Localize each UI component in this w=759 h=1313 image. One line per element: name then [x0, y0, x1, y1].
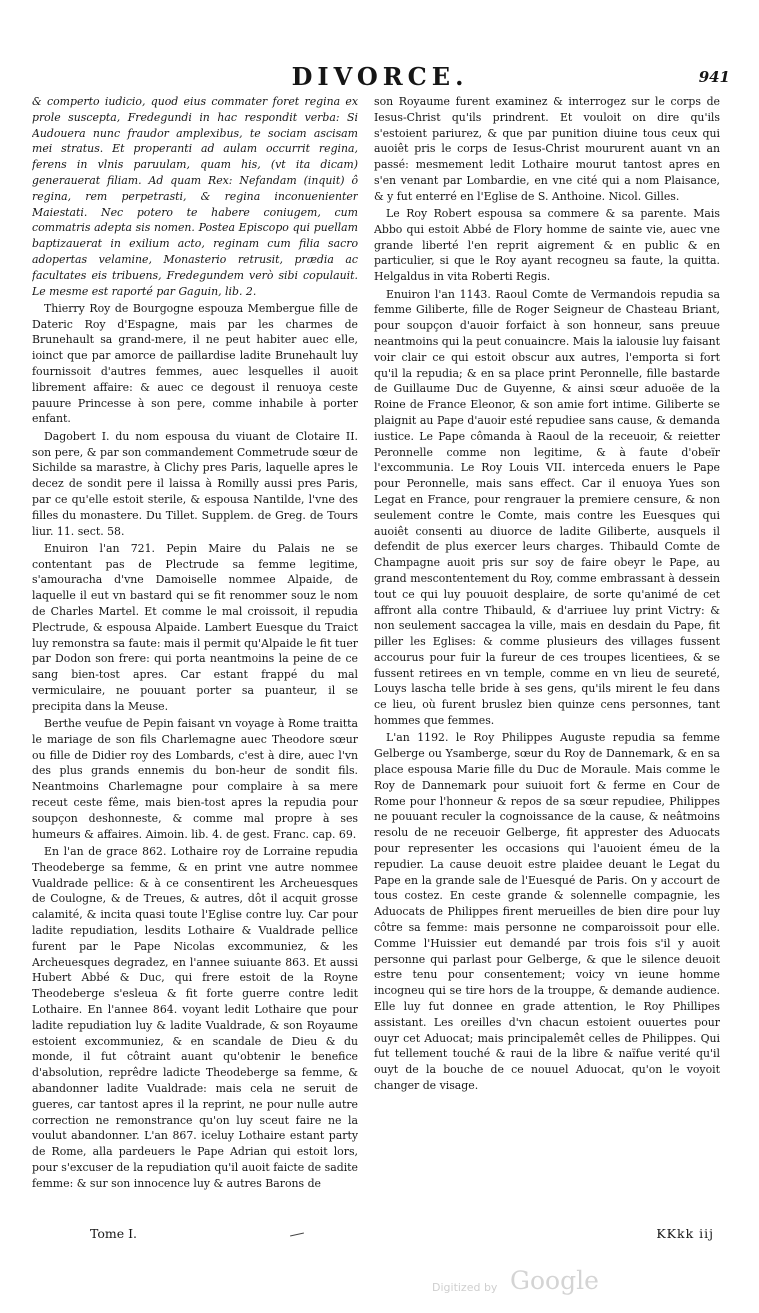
digitized-by-text: Digitized by [432, 1281, 498, 1294]
page-header [30, 62, 730, 96]
page-footer [32, 1226, 718, 1246]
paragraph: Enuiron l'an 721. Pepin Maire du Palais ne se contentant pas de Plectrude sa femme legitime, s'amouracha d'vne Damoiselle nommee Alpaide, de laquelle il eut vn bastard qui se fit renommer souz le nom de Charles Martel. Et comme le mal croissoit, il repudia Plectrude, & espousa Alpaide. Lambert Euesque du Traict luy remonstra sa faute: mais il permit qu'Alpaide le fit tuer par Dodon son frere: qui porta neantmoins la peine de ce sang bien-tost apres. Car estant frappé du mal vermiculaire, ne pouuant porter sa puanteur, il se precipita dans la Meuse. [32, 541, 358, 713]
left-column [32, 94, 358, 1224]
paragraph: Berthe veufue de Pepin faisant vn voyage à Rome traitta le mariage de son fils Charlemagne auec Theodore sœur ou fille de Didier roy des Lombards, c'est à dire, auec l'vn des plus grands ennemis du bon-heur de sondit fils. Neantmoins Charlemagne pour complaire à sa mere receut ceste fême, mais bien-tost apres la repudia pour soupçon deshonneste, & comme mal propre à ses humeurs & affaires. Aimoin. lib. 4. de gest. Franc. cap. 69. [32, 717, 358, 841]
paragraph: Dagobert I. du nom espousa du viuant de Clotaire II. son pere, & par son commandement Commetrude sœur de Sichilde sa marastre, à Clichy pres Paris, laquelle apres le decez de sondit pere il laissa à Romilly aussi pres Paris, par ce qu'elle estoit sterile, & espousa Nantilde, l'vne des filles du monastere. Du Tillet. Supplem. de Greg. de Tours liur. 11. sect. 58. [32, 429, 358, 538]
paragraph: Thierry Roy de Bourgogne espouza Membergue fille de Dateric Roy d'Espagne, mais par les charmes de Brunehault sa grand-mere, il ne peut habiter auec elle, ioinct que par amorce de paillardise ladite Brunehault luy fournissoit d'autres femmes, auec lesquelles il auoit librement affaire: & auec ce degoust il renuoya ceste pauure Princesse à son pere, comme inhabile à porter enfant. [32, 301, 358, 426]
paragraph: Le Roy Robert espousa sa commere & sa parente. Mais Abbo qui estoit Abbé de Flory homme de sainte vie, auec vne grande liberté l'en reprit aigrement & en public & en particulier, si que le Roy ayant recogneu sa faute, la quitta. Helgaldus in vita Roberti Regis. [374, 207, 720, 284]
paragraph: son Royaume furent examinez & interrogez sur le corps de Iesus-Christ qu'ils prindrent. Et vouloit on dire qu'ils s'estoient pariurez, & que par punition diuine tous ceux qui auoiêt pris le corps de Iesus-Christ moururent auant vn an passé: mesmement ledit Lothaire mourut tantost apres en s'en venant par Lombardie, en vne cité qui a nom Plaisance, & y fut enterré en l'Eglise de S. Anthoine. Nicol. Gilles. [374, 95, 720, 203]
footer-rule [290, 1233, 304, 1237]
running-title: DIVORCE. [291, 62, 469, 91]
paragraph: L'an 1192. le Roy Philippes Auguste repudia sa femme Gelberge ou Ysamberge, sœur du Roy de Dannemark, & en sa place espousa Marie fille du Duc de Moraule. Mais comme le Roy de Dannemark pour suiuoit fort & ferme en Cour de Rome pour l'honneur & repos de sa sœur repudiee, Philippes ne pouuant reculer la cognoissance de la cause, & neâtmoins resolu de ne receuoir Gelberge, fit apprester des Aduocats pour representer les occasions qui l'auoient émeu de la repudier. La cause deuoit estre plaidee deuant le Legat du Pape en la grande sale de l'Euesqué de Paris. On y accourt de tous costez. En ceste grande & solennelle compagnie, les Aduocats de Philippes firent merueilles de bien dire pour luy côtre sa femme: mais personne ne comparoissoit pour elle. Comme l'Huissier eut demandé par trois fois s'il y auoit personne qui parlast pour Gelberge, & que le silence deuoit estre tenu pour consentement; voicy vn ieune homme incogneu qui se tire hors de la trouppe, & demande audience. Elle luy fut donnee en grade attention, le Roy Phillipes assistant. Les oreilles d'vn chacun estoient ouuertes pour ouyr cet Aduocat; mais principalemêt celles de Philippes. Qui fut tellement touché & raui de la libre & naïfue verité qu'il ouyt de la bouche de ce nouuel Aduocat, qu'on le voyoit changer de visage. [374, 731, 720, 1092]
signature-mark: KKkk iij [656, 1226, 714, 1241]
page-number: 941 [698, 68, 730, 86]
digitized-watermark [432, 1266, 612, 1302]
volume-label: Tome I. [90, 1226, 138, 1241]
paragraph: Enuiron l'an 1143. Raoul Comte de Vermandois repudia sa femme Giliberte, fille de Roger Seigneur de Chasteau Briant, pour soupçon d'auoir forfaict à son honneur, sans preuue neantmoins qui la peut conuaincre. Mais la ialousie luy faisant voir clair ce qui estoit obscur aux autres, l'emporta si fort qu'il la repudia; & en sa place print Peronnelle, fille bastarde de Guillaume Duc de Guyenne, & ainsi sœur aduoëe de la Roine de France Eleonor, & son amie fort intime. Giliberte se plaignit au Pape d'auoir esté repudiee sans cause, & demanda iustice. Le Pape cômanda à Raoul de la receuoir, & reietter Peronnelle comme non legitime, & à faute d'obeïr l'excommunia. Le Roy Louis VII. interceda enuers le Pape pour Peronnelle, mais sans effect. Car il enuoya Yues son Legat en France, pour rengrauer la premiere censure, & non seulement contre le Comte, mais contre les Euesques qui auoiêt consenti au diuorce de ladite Giliberte, ausquels il defendit de plus exercer leurs charges. Thibauld Comte de Champagne auoit pris sur soy de faire obeyr le Pape, au grand mescontentement du Roy, comme embrassant à dessein tout ce qui luy pouuoit desplaire, de sorte qu'animé de cet affront alla contre Thibauld, & d'arriuee luy print Victry: & non seulement saccagea la ville, mais en desdain du Pape, fit piller les Eglises: & comme plusieurs des villages fussent accourus pour fuir la fureur de ces troupes licentiees, & se fussent retirees en vn temple, comme en vn lieu de seureté, Louys lascha telle bride à ses gens, qu'ils mirent le feu dans ce lieu, où furent bruslez bien quinze cens personnes, tant hommes que femmes. [374, 287, 720, 728]
right-column [374, 94, 720, 1164]
google-logo: Google [510, 1266, 599, 1295]
paragraph: & comperto iudicio, quod eius commater foret regina ex prole suscepta, Fredegundi in hac respondit verba: Si Audouera nunc fraudor amplexibus, te sociam ascisam mei stratus. Et properanti ad aulam occurrit regina, ferens in vlnis paruulam, quam his, (vt ita dicam) generauerat filiam. Ad quam Rex: Nefandam (inquit) ô regina, rem perpetrasti, & regina inconuenienter Maiestati. Nec potero te habere coniugem, cum commatris adepta sis nomen. Postea Episcopo qui puellam baptizauerat in exilium acto, reginam cum filia sacro adopertas velamine, Monasterio retrusit, prædia ac facultates eis tribuens, Fredegundem verò sibi copulauit. Le mesme est raporté par Gaguin, lib. 2. [32, 95, 358, 298]
paragraph: En l'an de grace 862. Lothaire roy de Lorraine repudia Theodeberge sa femme, & en print vne autre nommee Vualdrade pellice: & à ce consentirent les Archeuesques de Coulogne, & de Treues, & autres, dôt il acquit grosse calamité, & incita quasi toute l'Eglise contre luy. Car pour ladite repudiation, lesdits Lothaire & Vualdrade pellice furent par le Pape Nicolas excommuniez, & les Archeuesques degradez, en l'annee suiuante 863. Et aussi Hubert Abbé & Duc, qui frere estoit de la Royne Theodeberge s'esleua & fit forte guerre contre ledit Lothaire. En l'annee 864. voyant ledit Lothaire que pour ladite repudiation luy & ladite Vualdrade, & son Royaume estoient excommuniez, & en scandale de Dieu & du monde, il fut côtraint auant qu'obtenir le benefice d'absolution, reprêdre ladicte Theodeberge sa femme, & abandonner ladite Vualdrade: mais cela ne seruit de gueres, car tantost apres il la reprint, ne pour nulle autre correction ne remonstrance qu'on luy sceut faire ne la voulut abandonner. L'an 867. iceluy Lothaire estant party de Rome, alla pardeuers le Pape Adrian qui estoit lors, pour s'excuser de la repudiation qu'il auoit faicte de sadite femme: & sur son innocence luy & autres Barons de [32, 844, 358, 1190]
